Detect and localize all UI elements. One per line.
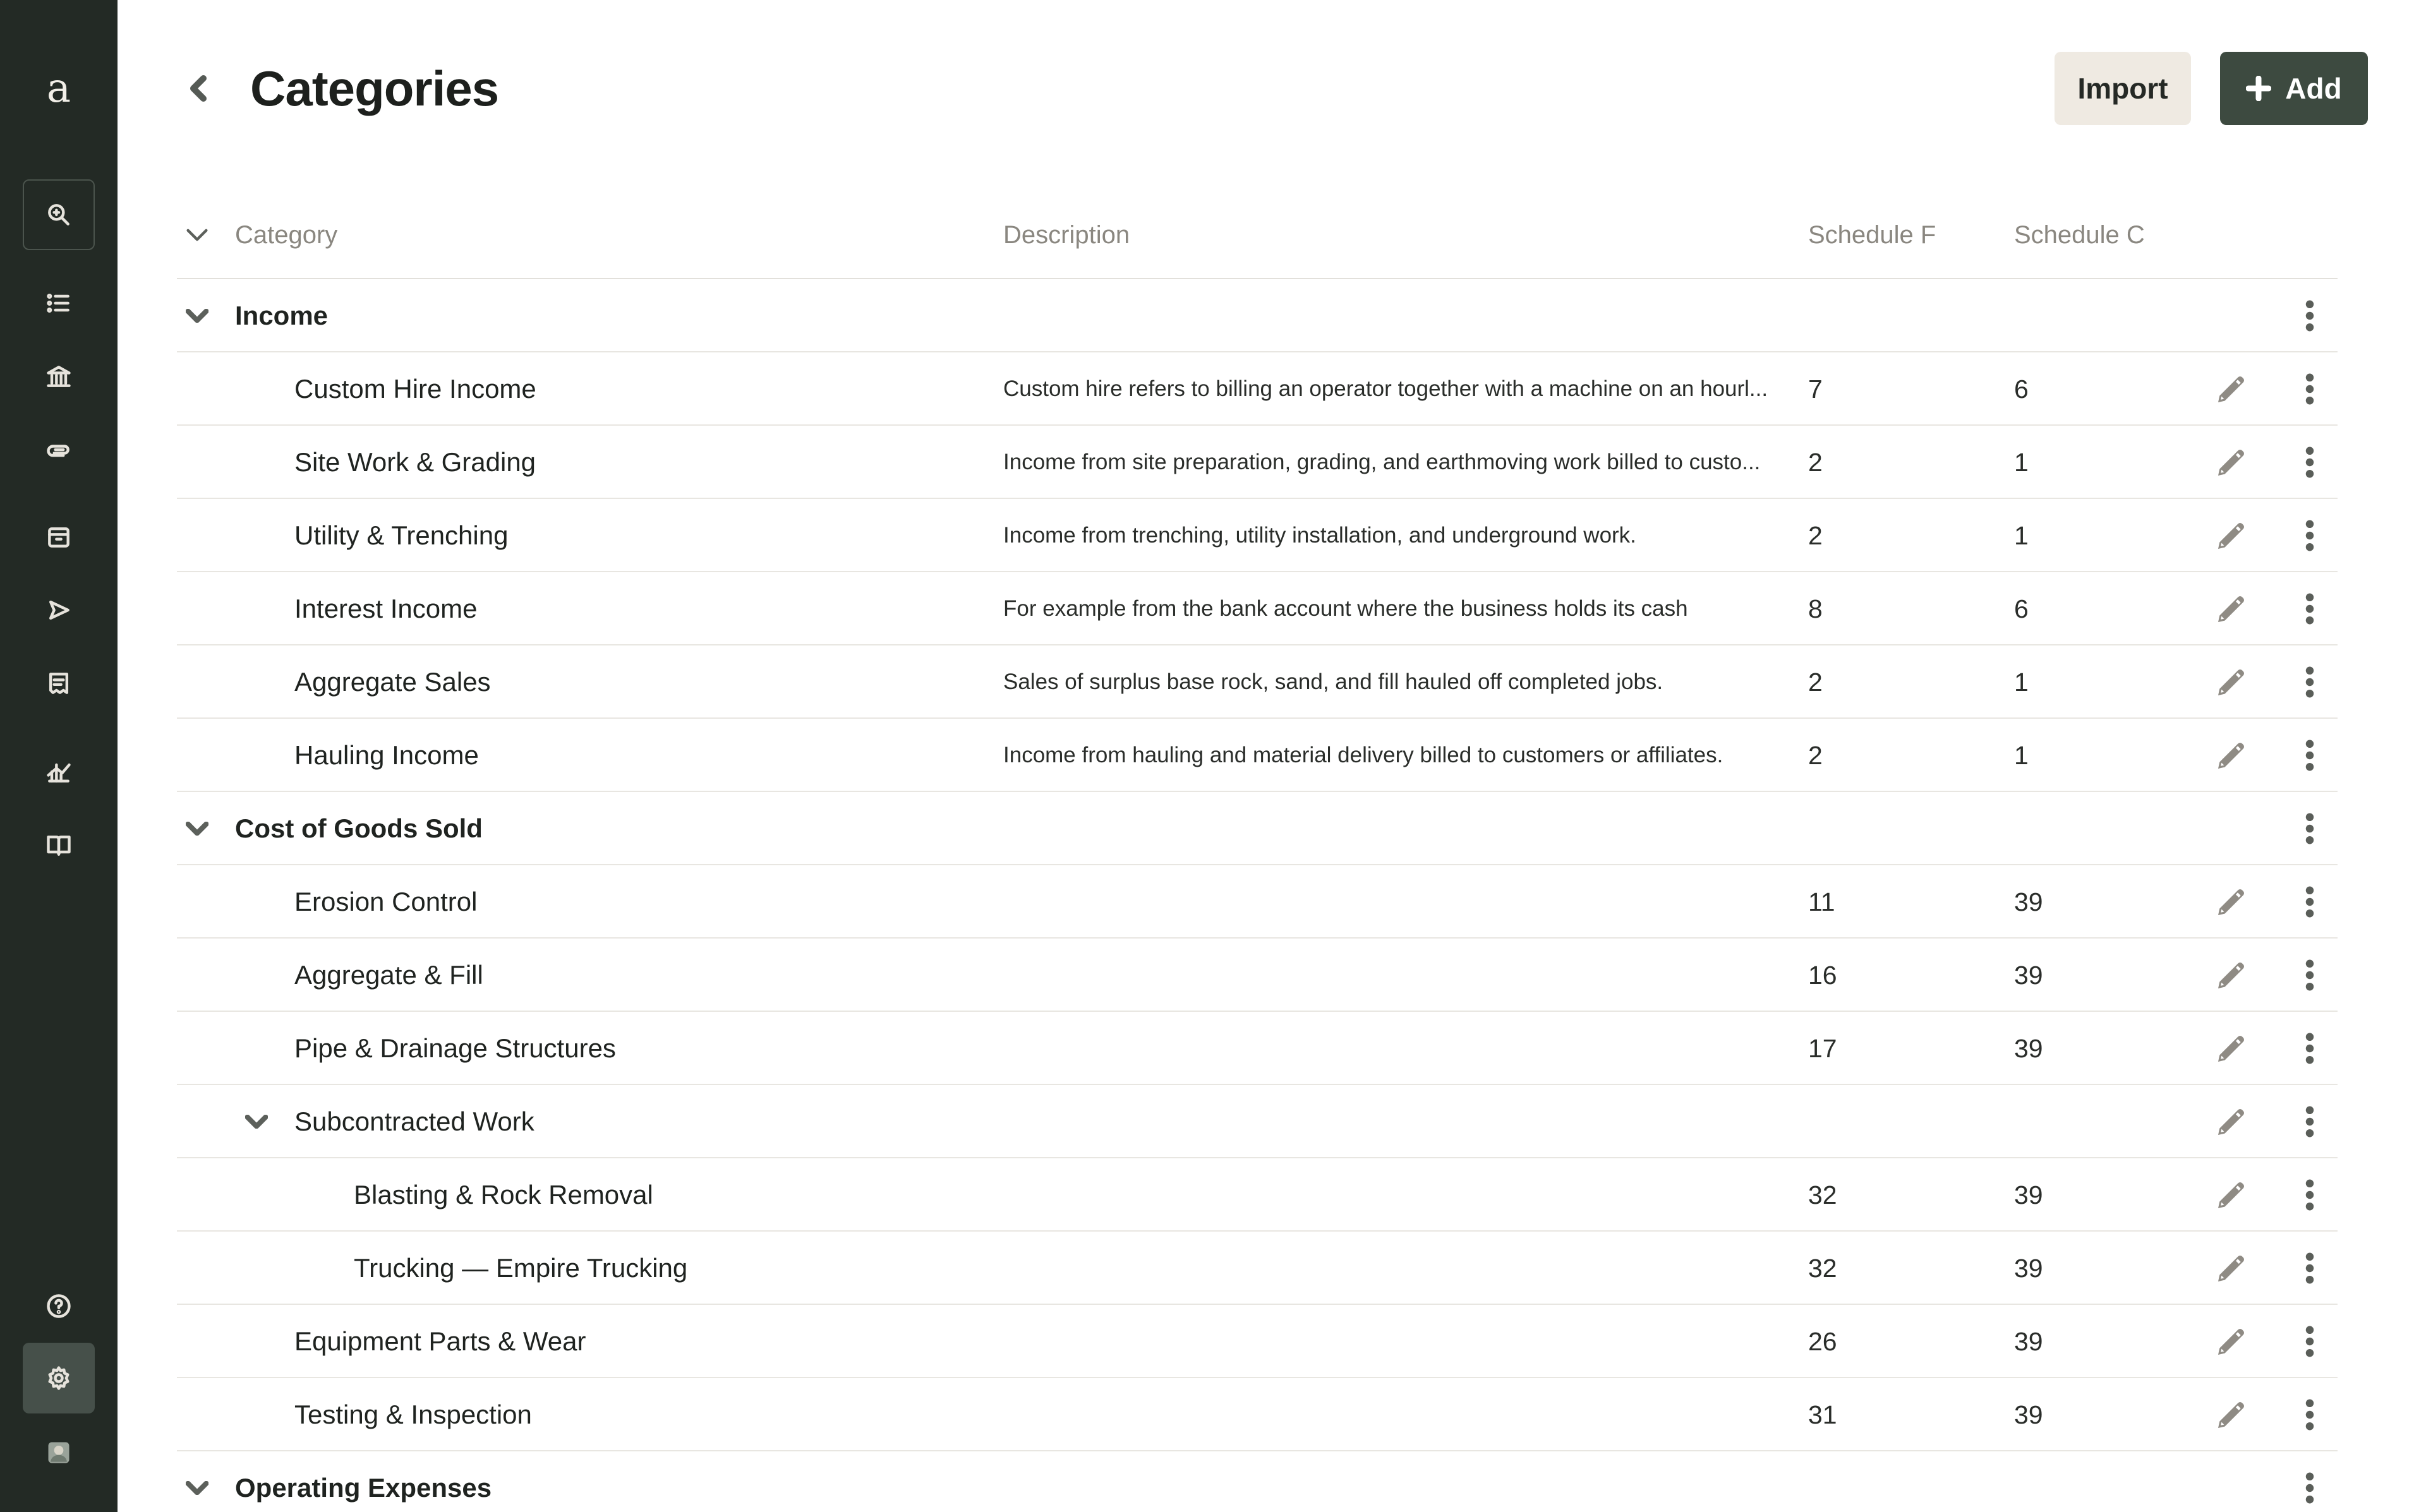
chart-icon	[45, 758, 73, 786]
pencil-icon	[2214, 518, 2249, 553]
category-name: Operating Expenses	[235, 1473, 492, 1503]
more-vertical-icon	[2305, 519, 2315, 552]
edit-button[interactable]	[2206, 426, 2257, 499]
more-options-button[interactable]	[2291, 645, 2329, 719]
table-row[interactable]	[177, 645, 2338, 719]
table-row[interactable]	[177, 1305, 2338, 1378]
category-group-row[interactable]	[177, 792, 2338, 865]
more-options-button[interactable]	[2291, 352, 2329, 426]
send-icon	[45, 596, 73, 624]
category-description	[1003, 939, 1806, 1012]
category-name: Site Work & Grading	[294, 447, 536, 477]
chevron-down-icon	[186, 822, 208, 836]
import-button[interactable]: Import	[2055, 52, 2191, 125]
more-options-button[interactable]	[2291, 1012, 2329, 1085]
category-description	[1003, 279, 1806, 352]
column-header-schedule-f[interactable]: Schedule F	[1808, 220, 1936, 249]
category-name: Testing & Inspection	[294, 1400, 532, 1429]
schedule-c-value: 39	[2014, 1180, 2043, 1209]
nav-reports-button[interactable]	[23, 648, 95, 719]
chevron-left-icon	[186, 73, 211, 104]
category-name: Pipe & Drainage Structures	[294, 1033, 616, 1063]
table-row[interactable]	[177, 426, 2338, 499]
categories-table	[177, 191, 2338, 1512]
collapse-all-toggle[interactable]	[177, 191, 217, 279]
nav-profile-button[interactable]	[23, 1417, 95, 1488]
more-vertical-icon	[2305, 1472, 2315, 1504]
column-header-schedule-c[interactable]: Schedule C	[2014, 220, 2145, 249]
category-name: Aggregate Sales	[294, 667, 491, 697]
schedule-f-value: 26	[1808, 1326, 1837, 1356]
edit-button[interactable]	[2206, 1232, 2257, 1305]
table-row[interactable]	[177, 1012, 2338, 1085]
more-options-button[interactable]	[2291, 1305, 2329, 1378]
category-description	[1003, 792, 1806, 865]
more-options-button[interactable]	[2291, 499, 2329, 572]
gear-icon	[45, 1364, 73, 1392]
bank-icon	[45, 363, 73, 390]
schedule-f-value: 17	[1808, 1033, 1837, 1063]
nav-search-button[interactable]	[23, 179, 95, 250]
category-description: For example from the bank account where the business holds its cash	[1003, 596, 1688, 621]
more-options-button[interactable]	[2291, 1158, 2329, 1232]
pencil-icon	[2214, 957, 2249, 993]
pencil-icon	[2214, 1177, 2249, 1213]
category-description	[1003, 865, 1806, 939]
table-header	[177, 191, 2338, 279]
nav-analytics-button[interactable]	[23, 736, 95, 807]
more-options-button[interactable]	[2291, 279, 2329, 352]
schedule-c-value: 1	[2014, 447, 2029, 477]
category-description: Custom hire refers to billing an operator together with a machine on an hourl...	[1003, 376, 1768, 401]
more-options-button[interactable]	[2291, 792, 2329, 865]
schedule-f-value: 2	[1808, 667, 1823, 697]
category-name: Aggregate & Fill	[294, 960, 483, 990]
table-row[interactable]	[177, 865, 2338, 939]
table-row[interactable]	[177, 572, 2338, 645]
nav-help-button[interactable]	[23, 1271, 95, 1341]
edit-button[interactable]	[2206, 1305, 2257, 1378]
category-name: Interest Income	[294, 594, 478, 623]
category-description	[1003, 1085, 1806, 1158]
category-name: Equipment Parts & Wear	[294, 1326, 586, 1356]
schedule-c-value: 39	[2014, 887, 2043, 916]
table-row[interactable]	[177, 1378, 2338, 1451]
list-icon	[45, 289, 73, 317]
pencil-icon	[2214, 1251, 2249, 1286]
more-options-button[interactable]	[2291, 1085, 2329, 1158]
category-name: Hauling Income	[294, 740, 479, 770]
table-body	[177, 279, 2338, 1512]
schedule-f-value: 2	[1808, 447, 1823, 477]
chevron-down-icon	[186, 1481, 208, 1495]
pencil-icon	[2214, 591, 2249, 627]
more-options-button[interactable]	[2291, 1378, 2329, 1451]
nav-attachments-button[interactable]	[23, 414, 95, 485]
category-group-row[interactable]	[177, 1451, 2338, 1512]
nav-docs-button[interactable]	[23, 810, 95, 880]
table-row[interactable]	[177, 1085, 2338, 1158]
pencil-icon	[2214, 371, 2249, 407]
back-button[interactable]	[179, 66, 217, 111]
pencil-icon	[2214, 1031, 2249, 1066]
schedule-c-value: 39	[2014, 960, 2043, 990]
more-vertical-icon	[2305, 299, 2315, 332]
schedule-f-value: 32	[1808, 1253, 1837, 1283]
expand-toggle[interactable]	[177, 279, 217, 352]
edit-button[interactable]	[2206, 939, 2257, 1012]
schedule-c-value: 39	[2014, 1033, 2043, 1063]
chevron-down-icon	[186, 309, 208, 323]
more-vertical-icon	[2305, 1325, 2315, 1358]
category-name: Utility & Trenching	[294, 520, 509, 550]
chevron-down-icon	[186, 228, 208, 242]
receipt-icon	[45, 669, 73, 697]
schedule-c-value: 1	[2014, 520, 2029, 550]
expand-toggle[interactable]	[236, 1085, 277, 1158]
category-group-row[interactable]	[177, 279, 2338, 352]
edit-button[interactable]	[2206, 719, 2257, 792]
schedule-f-value: 32	[1808, 1180, 1837, 1209]
category-name: Cost of Goods Sold	[235, 813, 483, 843]
more-options-button[interactable]	[2291, 1451, 2329, 1512]
add-button[interactable]	[2220, 52, 2368, 125]
edit-button[interactable]	[2206, 1085, 2257, 1158]
help-icon	[45, 1292, 73, 1320]
schedule-c-value: 39	[2014, 1400, 2043, 1429]
nav-transactions-button[interactable]	[23, 268, 95, 339]
category-description	[1003, 1451, 1806, 1512]
category-description	[1003, 1012, 1806, 1085]
chevron-down-icon	[245, 1115, 268, 1129]
schedule-f-value: 8	[1808, 594, 1823, 623]
category-name: Trucking — Empire Trucking	[354, 1253, 688, 1283]
edit-button[interactable]	[2206, 1158, 2257, 1232]
pencil-icon	[2214, 884, 2249, 920]
more-vertical-icon	[2305, 1179, 2315, 1211]
page-title: Categories	[250, 61, 499, 116]
table-row[interactable]	[177, 939, 2338, 1012]
more-options-button[interactable]	[2291, 719, 2329, 792]
table-row[interactable]	[177, 499, 2338, 572]
edit-button[interactable]	[2206, 1012, 2257, 1085]
category-name: Custom Hire Income	[294, 374, 536, 404]
schedule-f-value: 2	[1808, 740, 1823, 770]
column-header-description[interactable]: Description	[1003, 220, 1130, 249]
category-name: Income	[235, 301, 329, 330]
column-header-category[interactable]: Category	[235, 220, 338, 249]
more-vertical-icon	[2305, 812, 2315, 845]
schedule-f-value: 31	[1808, 1400, 1837, 1429]
more-vertical-icon	[2305, 446, 2315, 479]
category-description: Income from trenching, utility installation, and underground work.	[1003, 523, 1636, 548]
table-row[interactable]	[177, 1158, 2338, 1232]
nav-accounts-button[interactable]	[23, 341, 95, 412]
category-description	[1003, 1378, 1806, 1451]
book-icon	[45, 831, 73, 859]
more-options-button[interactable]	[2291, 426, 2329, 499]
more-vertical-icon	[2305, 1252, 2315, 1285]
schedule-c-value: 39	[2014, 1253, 2043, 1283]
schedule-f-value: 16	[1808, 960, 1837, 990]
more-vertical-icon	[2305, 739, 2315, 772]
category-description	[1003, 1158, 1806, 1232]
table-row[interactable]	[177, 719, 2338, 792]
pencil-icon	[2214, 664, 2249, 700]
table-row[interactable]	[177, 1232, 2338, 1305]
more-vertical-icon	[2305, 373, 2315, 405]
category-description	[1003, 1305, 1806, 1378]
expand-toggle[interactable]	[177, 792, 217, 865]
pencil-icon	[2214, 1324, 2249, 1359]
category-description: Sales of surplus base rock, sand, and fill hauled off completed jobs.	[1003, 669, 1663, 694]
edit-button[interactable]	[2206, 1378, 2257, 1451]
more-vertical-icon	[2305, 1105, 2315, 1138]
more-vertical-icon	[2305, 592, 2315, 625]
nav-send-button[interactable]	[23, 575, 95, 645]
category-description	[1003, 1232, 1806, 1305]
edit-button[interactable]	[2206, 352, 2257, 426]
more-vertical-icon	[2305, 959, 2315, 992]
plus-icon	[2246, 76, 2271, 101]
nav-archive-button[interactable]	[23, 501, 95, 572]
more-vertical-icon	[2305, 885, 2315, 918]
schedule-f-value: 11	[1808, 887, 1835, 916]
search-icon	[45, 201, 73, 229]
paperclip-icon	[45, 436, 73, 464]
edit-button[interactable]	[2206, 572, 2257, 645]
more-options-button[interactable]	[2291, 939, 2329, 1012]
nav-settings-button[interactable]	[23, 1343, 95, 1413]
more-options-button[interactable]	[2291, 1232, 2329, 1305]
schedule-c-value: 6	[2014, 594, 2029, 623]
pencil-icon	[2214, 1397, 2249, 1432]
more-vertical-icon	[2305, 666, 2315, 699]
edit-button[interactable]	[2206, 499, 2257, 572]
schedule-c-value: 1	[2014, 667, 2029, 697]
schedule-c-value: 39	[2014, 1326, 2043, 1356]
more-options-button[interactable]	[2291, 865, 2329, 939]
app-logo[interactable]: a	[46, 65, 71, 112]
more-vertical-icon	[2305, 1032, 2315, 1065]
schedule-f-value: 2	[1808, 520, 1823, 550]
archive-box-icon	[45, 523, 73, 551]
more-options-button[interactable]	[2291, 572, 2329, 645]
schedule-f-value: 7	[1808, 374, 1823, 404]
table-row[interactable]	[177, 352, 2338, 426]
category-name: Erosion Control	[294, 887, 478, 916]
pencil-icon	[2214, 738, 2249, 773]
more-vertical-icon	[2305, 1398, 2315, 1431]
edit-button[interactable]	[2206, 645, 2257, 719]
category-name: Subcontracted Work	[294, 1107, 534, 1136]
category-description: Income from hauling and material delivery billed to customers or affiliates.	[1003, 743, 1723, 767]
expand-toggle[interactable]	[177, 1451, 217, 1512]
schedule-c-value: 1	[2014, 740, 2029, 770]
pencil-icon	[2214, 445, 2249, 480]
avatar-icon	[45, 1439, 73, 1467]
edit-button[interactable]	[2206, 865, 2257, 939]
schedule-c-value: 6	[2014, 374, 2029, 404]
category-name: Blasting & Rock Removal	[354, 1180, 653, 1209]
pencil-icon	[2214, 1104, 2249, 1139]
sidebar	[0, 0, 118, 1512]
category-description: Income from site preparation, grading, and earthmoving work billed to custo...	[1003, 450, 1761, 474]
add-button-label: Add	[2285, 72, 2342, 105]
